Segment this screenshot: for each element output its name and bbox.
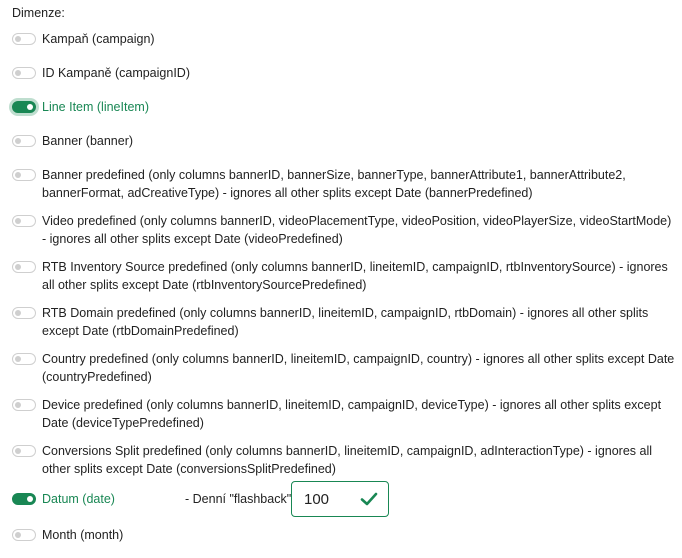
campaign-id-toggle[interactable] <box>12 67 36 79</box>
flashback-label: - Denní "flashback" <box>185 492 292 506</box>
dimension-row-conversions-split <box>12 442 676 478</box>
line-item-toggle[interactable] <box>12 101 36 113</box>
dimension-row-banner <box>12 132 676 150</box>
conversions-split-toggle[interactable] <box>12 445 36 457</box>
conversions-split-label[interactable]: Conversions Split predefined (only columns bannerID, lineitemID, campaignID, adInteractionType) - ignores all other splits except Date (conversionsSplitPredefined) <box>42 444 653 476</box>
video-predefined-toggle[interactable] <box>12 215 36 227</box>
dimension-row-campaign-id <box>12 64 676 82</box>
dimension-row-video-predefined <box>12 212 676 248</box>
rtb-domain-toggle[interactable] <box>12 307 36 319</box>
toggle-knob <box>15 310 21 316</box>
dimension-row-month <box>12 526 676 544</box>
campaign-label[interactable]: Kampaň (campaign) <box>42 32 155 46</box>
campaign-id-label[interactable]: ID Kampaně (campaignID) <box>42 66 190 80</box>
date-toggle[interactable] <box>12 493 36 505</box>
rtb-domain-label[interactable]: RTB Domain predefined (only columns bannerID, lineitemID, campaignID, rtbDomain) - ignores all other splits except Date (rtbDomainPredefined) <box>42 306 649 338</box>
flashback-input[interactable] <box>291 481 389 517</box>
toggle-knob <box>15 402 21 408</box>
dimension-row-rtb-inventory-source <box>12 258 676 294</box>
line-item-label[interactable]: Line Item (lineItem) <box>42 100 149 114</box>
check-icon <box>360 491 378 507</box>
device-predefined-toggle[interactable] <box>12 399 36 411</box>
banner-toggle[interactable] <box>12 135 36 147</box>
campaign-toggle[interactable] <box>12 33 36 45</box>
date-label[interactable]: Datum (date) <box>42 492 115 506</box>
month-label[interactable]: Month (month) <box>42 528 124 542</box>
toggle-knob <box>15 532 21 538</box>
rtb-inventory-source-toggle[interactable] <box>12 261 36 273</box>
dimension-row-date <box>12 490 182 508</box>
country-predefined-label[interactable]: Country predefined (only columns bannerID, lineitemID, campaignID, country) - ignores all other splits except Date (countryPredefined) <box>42 352 675 384</box>
toggle-knob <box>15 172 21 178</box>
rtb-inventory-source-label[interactable]: RTB Inventory Source predefined (only columns bannerID, lineitemID, campaignID, rtbInventorySource) - ignores all other splits except Date (rtbInventorySourcePredefined) <box>42 260 668 292</box>
dimension-row-line-item <box>12 98 676 116</box>
dimension-row-device-predefined <box>12 396 676 432</box>
banner-predefined-toggle[interactable] <box>12 169 36 181</box>
dimension-row-campaign <box>12 30 676 48</box>
banner-predefined-label[interactable]: Banner predefined (only columns bannerID, bannerSize, bannerType, bannerAttribute1, bannerAttribute2, bannerFormat, adCreativeType) - ignores all other splits except Date (bannerPredefined) <box>42 168 626 200</box>
toggle-knob <box>15 138 21 144</box>
dimension-row-banner-predefined <box>12 166 676 202</box>
dimensions-heading: Dimenze: <box>12 6 65 20</box>
flashback-value: 100 <box>304 490 330 508</box>
country-predefined-toggle[interactable] <box>12 353 36 365</box>
video-predefined-label[interactable]: Video predefined (only columns bannerID, videoPlacementType, videoPosition, videoPlayerSize, videoStartMode) - ignores all other splits except Date (videoPredefined) <box>42 214 672 246</box>
dimension-row-rtb-domain <box>12 304 676 340</box>
toggle-knob <box>15 356 21 362</box>
toggle-knob <box>15 36 21 42</box>
month-toggle[interactable] <box>12 529 36 541</box>
toggle-knob <box>15 448 21 454</box>
toggle-knob <box>15 264 21 270</box>
device-predefined-label[interactable]: Device predefined (only columns bannerID, lineitemID, campaignID, deviceType) - ignores all other splits except Date (deviceTypePredefined) <box>42 398 662 430</box>
dimension-row-country-predefined <box>12 350 676 386</box>
toggle-knob <box>27 104 33 110</box>
toggle-knob <box>15 218 21 224</box>
banner-label[interactable]: Banner (banner) <box>42 134 134 148</box>
toggle-knob <box>27 496 33 502</box>
toggle-knob <box>15 70 21 76</box>
